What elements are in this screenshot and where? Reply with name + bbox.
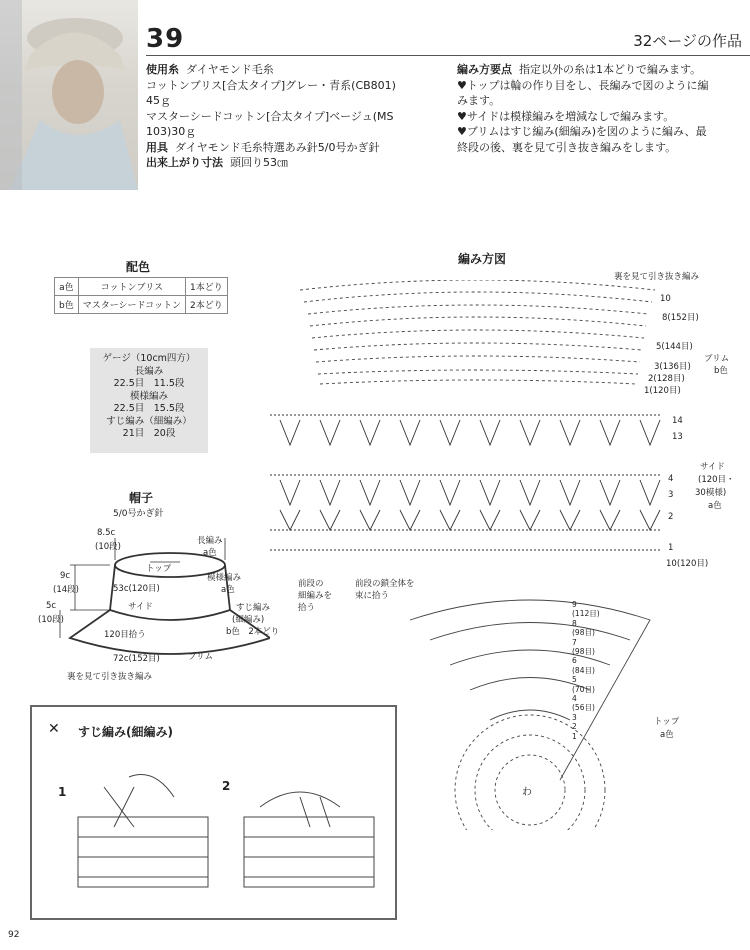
label-suji2: (細編み)	[232, 615, 265, 625]
header-rule	[146, 55, 750, 56]
table-cell: 1本どり	[186, 278, 228, 296]
label-a1: a色	[203, 548, 217, 558]
note-line: 拾う	[298, 603, 316, 613]
note-2	[355, 578, 415, 602]
point-3b: 終段の後、裏を見て引き抜き編みをします。	[457, 140, 677, 154]
schematic-title: 帽子	[129, 491, 154, 505]
top-row: (98目)	[572, 647, 595, 657]
note-line: 前段の鎖全体を	[355, 579, 415, 589]
label-side: サイド	[128, 602, 153, 612]
table-row	[55, 278, 228, 296]
brim-color: b色	[714, 366, 728, 376]
side-row-2: 2	[668, 512, 674, 522]
yarn1: コットンブリス[合太タイプ]グレー・青系(CB801)	[146, 78, 396, 92]
gauge-line: 長編み	[134, 365, 164, 377]
color-table-title: 配色	[126, 260, 151, 274]
side-count2: 30模様)	[695, 488, 727, 498]
dim-side: 9c	[60, 571, 71, 581]
chart-title: 編み方図	[458, 252, 507, 266]
dim-brim: 5c	[46, 601, 57, 611]
gauge-line: 21目 20段	[122, 428, 176, 439]
point-1a: ♥トップは輪の作り目をし、長編みで図のように編	[457, 78, 709, 92]
label-circ1: 53c(120目)	[113, 584, 160, 594]
top-row: 1	[572, 731, 577, 741]
page-reference: 32ページの作品	[633, 32, 742, 50]
top-row: 9	[572, 600, 577, 609]
side-row-4: 4	[668, 474, 674, 484]
dim-brim-rows: (10段)	[38, 615, 64, 625]
yarn-label: 使用糸	[146, 63, 179, 76]
tools-label: 用具	[146, 140, 168, 154]
top-row: 2	[572, 722, 577, 732]
top-row: (56目)	[572, 703, 595, 713]
brim-row-10: 10	[660, 294, 671, 304]
gauge-title: ゲージ（10cm四方）	[102, 353, 196, 364]
note-line: 細編みを	[298, 591, 333, 601]
yarn1-weight: 45ｇ	[146, 94, 171, 107]
materials-block	[146, 62, 446, 171]
top-label: トップ	[654, 717, 680, 727]
side-row-3: 3	[668, 490, 674, 500]
top-row: (98目)	[572, 628, 595, 638]
step2-illustration	[240, 767, 380, 897]
point-3a: ♥ブリムはすじ編み(細編み)を図のように編み、最	[457, 125, 707, 138]
label-a2: a色	[221, 585, 235, 595]
yarn2: マスターシードコットン[合太タイプ]ベージュ(MS	[146, 109, 394, 123]
step1-illustration	[74, 767, 214, 897]
label-suji: すじ編み	[236, 603, 271, 613]
side-color: a色	[708, 501, 722, 511]
label-top: トップ	[146, 564, 172, 574]
dim-top-rows: (10段)	[95, 542, 121, 552]
color-table	[54, 277, 228, 314]
brim-row-1: 1(120目)	[644, 386, 681, 396]
color-table-wrap	[54, 277, 228, 314]
points-intro: 指定以外の糸は1本どりで編みます。	[519, 63, 702, 76]
side-row-14: 14	[672, 416, 683, 426]
label-circ2: 72c(152目)	[113, 654, 160, 664]
dim-side-rows: (14段)	[53, 585, 79, 595]
yarn-brand: ダイヤモンド毛糸	[186, 63, 274, 76]
top-color: a色	[660, 730, 674, 740]
table-cell: マスターシードコットン	[78, 296, 185, 314]
brim-row-2: 2(128目)	[648, 374, 685, 384]
pattern-number: 39	[146, 24, 185, 54]
point-2: ♥サイドは模様編みを増減なしで編みます。	[457, 109, 675, 123]
note-1	[298, 578, 332, 614]
point-1b: みます。	[457, 94, 501, 107]
label-pickup: 120目拾う	[104, 630, 146, 640]
side-base: 10(120目)	[666, 559, 709, 569]
pull-label: 裏を見て引き抜き編み	[614, 272, 700, 282]
brim-row-3: 3(136目)	[654, 362, 691, 372]
top-row: (84目)	[572, 665, 595, 675]
instructions-block	[457, 62, 747, 155]
top-row: (112目)	[572, 609, 600, 619]
brim-label: ブリム	[704, 354, 730, 364]
label-long: 長編み	[197, 536, 223, 546]
side-row-1: 1	[668, 543, 674, 553]
gauge-line: 模様編み	[129, 390, 168, 402]
label-bottom: 裏を見て引き抜き編み	[67, 672, 153, 682]
note-line: 前段の	[298, 579, 324, 589]
gauge-line: 22.5目 15.5段	[113, 403, 185, 414]
gauge-line: 22.5目 11.5段	[113, 378, 185, 389]
label-b: b色 2本どり	[226, 627, 280, 637]
center-ring: わ	[522, 787, 532, 798]
note-line: 束に拾う	[355, 591, 390, 601]
model-photo	[0, 0, 138, 190]
side-row-13: 13	[672, 432, 683, 442]
table-cell: b色	[55, 296, 79, 314]
yarn2-weight: 103)30ｇ	[146, 125, 197, 138]
label-pattern: 模様編み	[207, 573, 242, 583]
top-row: 5	[572, 675, 577, 685]
label-brim: ブリム	[188, 652, 214, 662]
technique-box	[30, 705, 397, 920]
top-row: 3	[572, 712, 577, 722]
points-label: 編み方要点	[457, 63, 512, 76]
side-count1: (120目・	[698, 475, 735, 485]
size-label: 出来上がり寸法	[146, 156, 223, 169]
schematic-needle: 5/0号かぎ針	[113, 509, 164, 519]
table-cell: コットンブリス	[78, 278, 185, 296]
gauge-box	[90, 348, 208, 453]
top-row: 7	[572, 637, 577, 647]
top-row: (70目)	[572, 684, 595, 694]
top-row-labels	[572, 600, 600, 741]
table-cell: a色	[55, 278, 79, 296]
table-cell: 2本どり	[186, 296, 228, 314]
top-row: 8	[572, 618, 577, 628]
top-row: 4	[572, 694, 577, 704]
size: 頭回り53㎝	[230, 156, 288, 169]
top-row: 6	[572, 656, 577, 666]
technique-title: すじ編み(細編み)	[78, 725, 173, 739]
brim-row-5: 5(144目)	[656, 342, 693, 352]
dim-top: 8.5c	[97, 528, 116, 538]
page-number: 92	[8, 930, 20, 940]
hat-photo-illustration	[0, 0, 138, 190]
brim-row-8: 8(152目)	[662, 313, 699, 323]
tools: ダイヤモンド毛糸特選あみ針5/0号かぎ針	[175, 140, 380, 154]
side-label: サイド	[700, 462, 725, 472]
step-2: 2	[222, 779, 231, 793]
gauge-line: すじ編み（細編み）	[106, 415, 192, 427]
table-row	[55, 296, 228, 314]
step-1: 1	[58, 785, 67, 799]
stitch-icon: ✕	[48, 721, 60, 737]
